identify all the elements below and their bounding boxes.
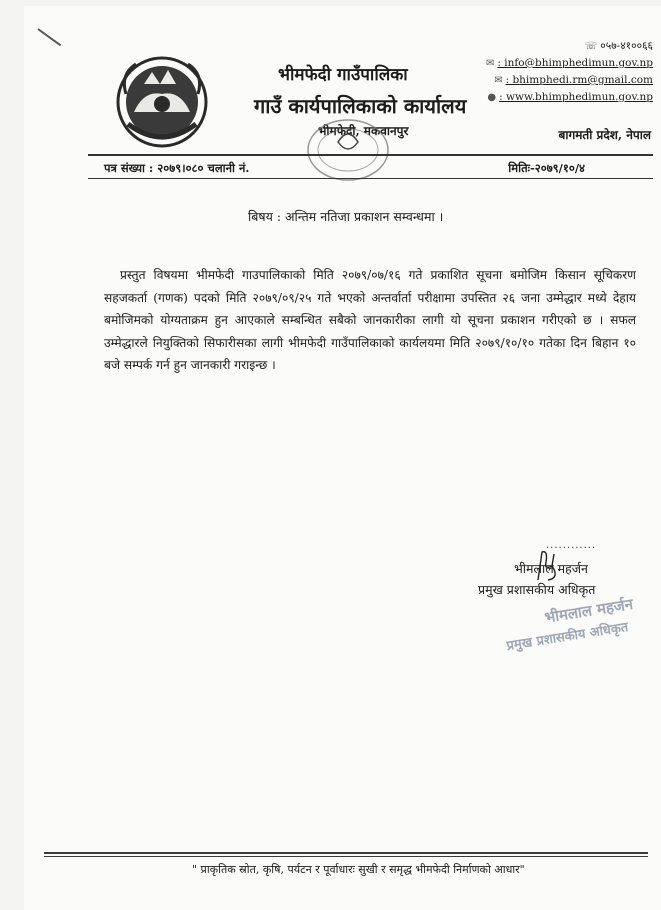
phone-icon: ☏ — [584, 41, 598, 52]
signature-dots: ............ — [546, 540, 597, 551]
letter-number: पत्र संख्या : २०७९।०८० — [104, 161, 204, 175]
email-icon: ✉ — [485, 58, 495, 69]
website-link[interactable]: : www.bhimphedimun.gov.np — [499, 91, 653, 103]
office-name: गाउँ कार्यपालिकाको कार्यालय — [254, 94, 467, 118]
footer-slogan: " प्राकृतिक स्रोत, कृषि, पर्यटन र पूर्वाधारः सुखी र समृद्ध भीमफेदी निर्माणको आधार" — [192, 863, 525, 876]
globe-icon: ● — [487, 92, 497, 103]
office-location: भीमफेदी, मकवानपुर — [318, 124, 409, 138]
stamp-title: प्रमुख प्रशासकीय अधिकृत — [505, 619, 630, 655]
contact-block — [486, 38, 653, 106]
header-divider-top — [88, 154, 653, 156]
reference-number — [104, 161, 249, 176]
letter-date: मितिः-२०७९/१०/४ — [508, 161, 585, 175]
email-icon: ✉ — [494, 75, 503, 86]
province-name: बागमती प्रदेश, नेपाल — [558, 128, 651, 142]
email-link-1[interactable]: : info@bhimphedimun.gov.np — [497, 57, 653, 69]
letter-body — [104, 264, 636, 377]
website-row — [486, 89, 653, 106]
footer-divider-top — [44, 852, 648, 854]
stamp-name: भीमलाल महर्जन — [543, 594, 635, 627]
signatory-name: भीमलाल महर्जन — [514, 561, 588, 576]
phone-number: ०५७-४१००६६ — [600, 40, 653, 52]
signatory-title: प्रमुख प्रशासकीय अधिकृत — [478, 582, 596, 597]
body-paragraph: प्रस्तुत विषयमा भीमफेदी गाउपालिकाको मिति २०७९/०७/१६ गते प्रकाशित सूचना बमोजिम किसान सूचिकरण सहजकर्ता (गणक) पदको मिति २०७९/०९/२५ गते भएको अन्तर्वार्ता परीक्षामा उपस्तित २६ जना उम्मेद्धार मध्ये देहाय बमोजिमको योग्यताक्रम हुन आएकाले सम्बन्धित सबैको जानकारीका लागी यो सूचना प्रकाशन गरीएको छ । सफल उम्मेद्धारले नियुक्तिको सिफारीसका लागी भीमफेदी गाउँपालिकाको कार्यलयमा मिति २०७९/१०/१० गतेका दिन बिहान १० बजे सम्पर्क गर्न हुन जानकारी गराइन्छ । — [104, 268, 636, 372]
email-link-2[interactable]: : bhimphedi.rm@gmail.com — [505, 74, 653, 86]
dispatch-number-label: चलानी नं. — [207, 161, 250, 175]
footer-divider-bottom — [44, 856, 648, 857]
email-row — [486, 55, 653, 72]
office-round-stamp-icon — [300, 116, 396, 184]
header-divider-bottom — [88, 178, 653, 179]
municipality-name: भीमफेदी गाउँपालिका — [278, 65, 408, 85]
email-row-2 — [486, 72, 653, 89]
phone-row — [486, 38, 653, 55]
government-emblem-icon — [114, 54, 210, 150]
letter-subject: बिषय : अन्तिम नतिजा प्रकाशन सम्वन्धमा । — [248, 209, 444, 224]
